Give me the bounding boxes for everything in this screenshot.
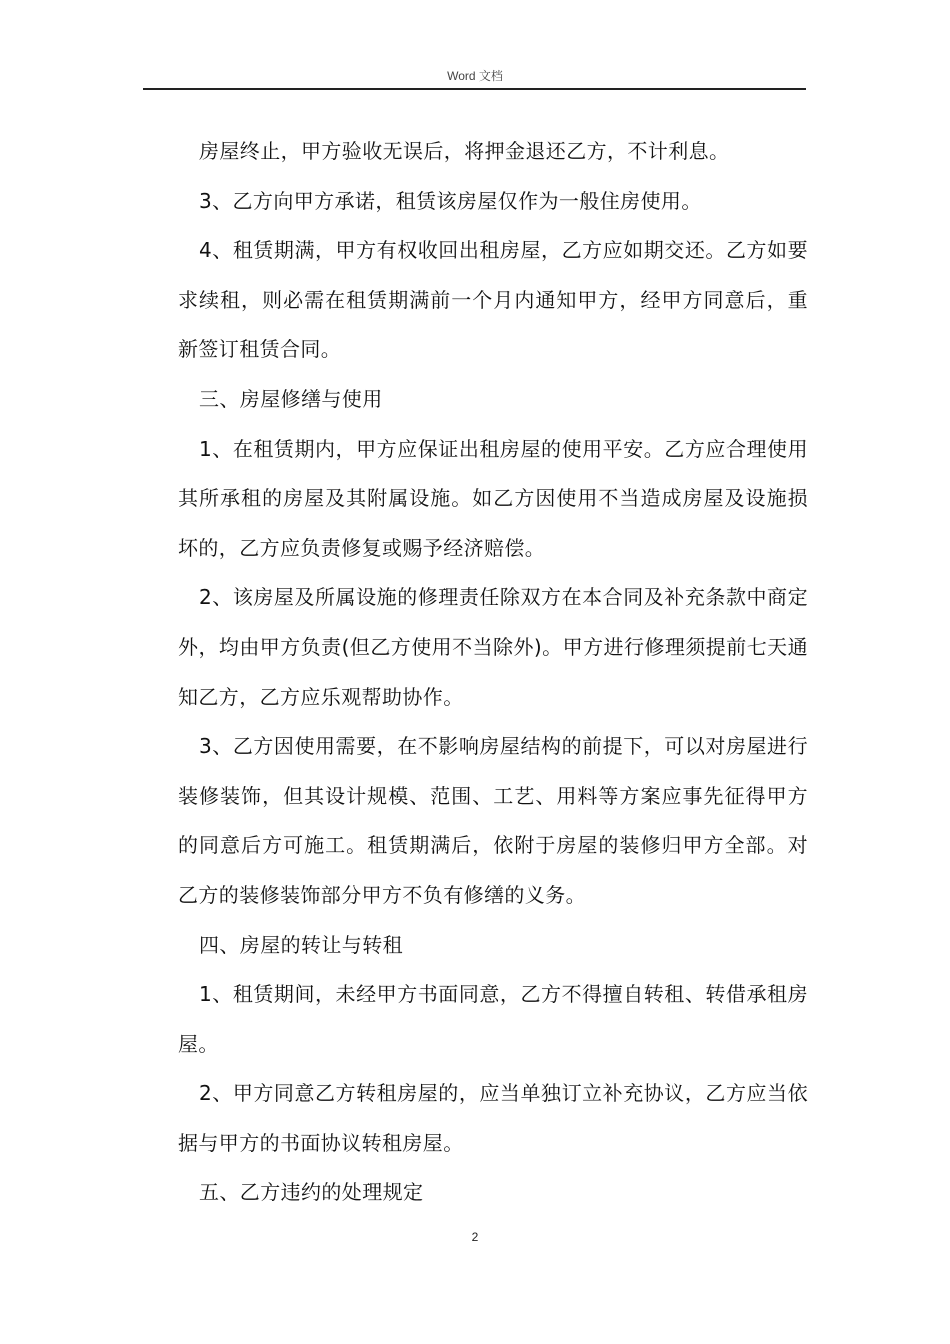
paragraph-clause-4-expiry: 4、租赁期满，甲方有权收回出租房屋，乙方应如期交还。乙方如要求续租，则必需在租赁期满前一个月内通知甲方，经甲方同意后，重新签订租赁合同。 xyxy=(178,238,808,362)
paragraph-repair-1: 1、在租赁期内，甲方应保证出租房屋的使用平安。乙方应合理使用其所承租的房屋及其附属设施。如乙方因使用不当造成房屋及设施损坏的，乙方应负责修复或赐予经济赔偿。 xyxy=(178,436,808,560)
paragraph-transfer-2: 2、甲方同意乙方转租房屋的，应当单独订立补充协议，乙方应当依据与甲方的书面协议转租房屋。 xyxy=(178,1081,808,1155)
page-header-title: Word 文档 xyxy=(447,69,503,83)
paragraph-repair-3: 3、乙方因使用需要，在不影响房屋结构的前提下，可以对房屋进行装修装饰，但其设计规模、范围、工艺、用料等方案应事先征得甲方的同意后方可施工。租赁期满后，依附于房屋的装修归甲方全部。对乙方的装修装饰部分甲方不负有修缮的义务。 xyxy=(178,734,808,907)
paragraph-transfer-1: 1、租赁期间，未经甲方书面同意，乙方不得擅自转租、转借承租房屋。 xyxy=(178,982,808,1056)
section-heading-transfer: 四、房屋的转让与转租 xyxy=(199,932,403,957)
paragraph-deposit-return: 房屋终止，甲方验收无误后，将押金退还乙方，不计利息。 xyxy=(199,139,730,163)
section-heading-repair: 三、房屋修缮与使用 xyxy=(199,386,383,411)
paragraph-clause-3-use: 3、乙方向甲方承诺，租赁该房屋仅作为一般住房使用。 xyxy=(199,188,702,213)
page-number: 2 xyxy=(471,1230,479,1244)
paragraph-repair-2: 2、该房屋及所属设施的修理责任除双方在本合同及补充条款中商定外，均由甲方负责(但乙方使用不当除外)。甲方进行修理须提前七天通知乙方，乙方应乐观帮助协作。 xyxy=(178,585,808,709)
document-body xyxy=(178,127,808,1218)
header-divider xyxy=(143,88,806,90)
section-heading-breach: 五、乙方违约的处理规定 xyxy=(199,1180,424,1205)
